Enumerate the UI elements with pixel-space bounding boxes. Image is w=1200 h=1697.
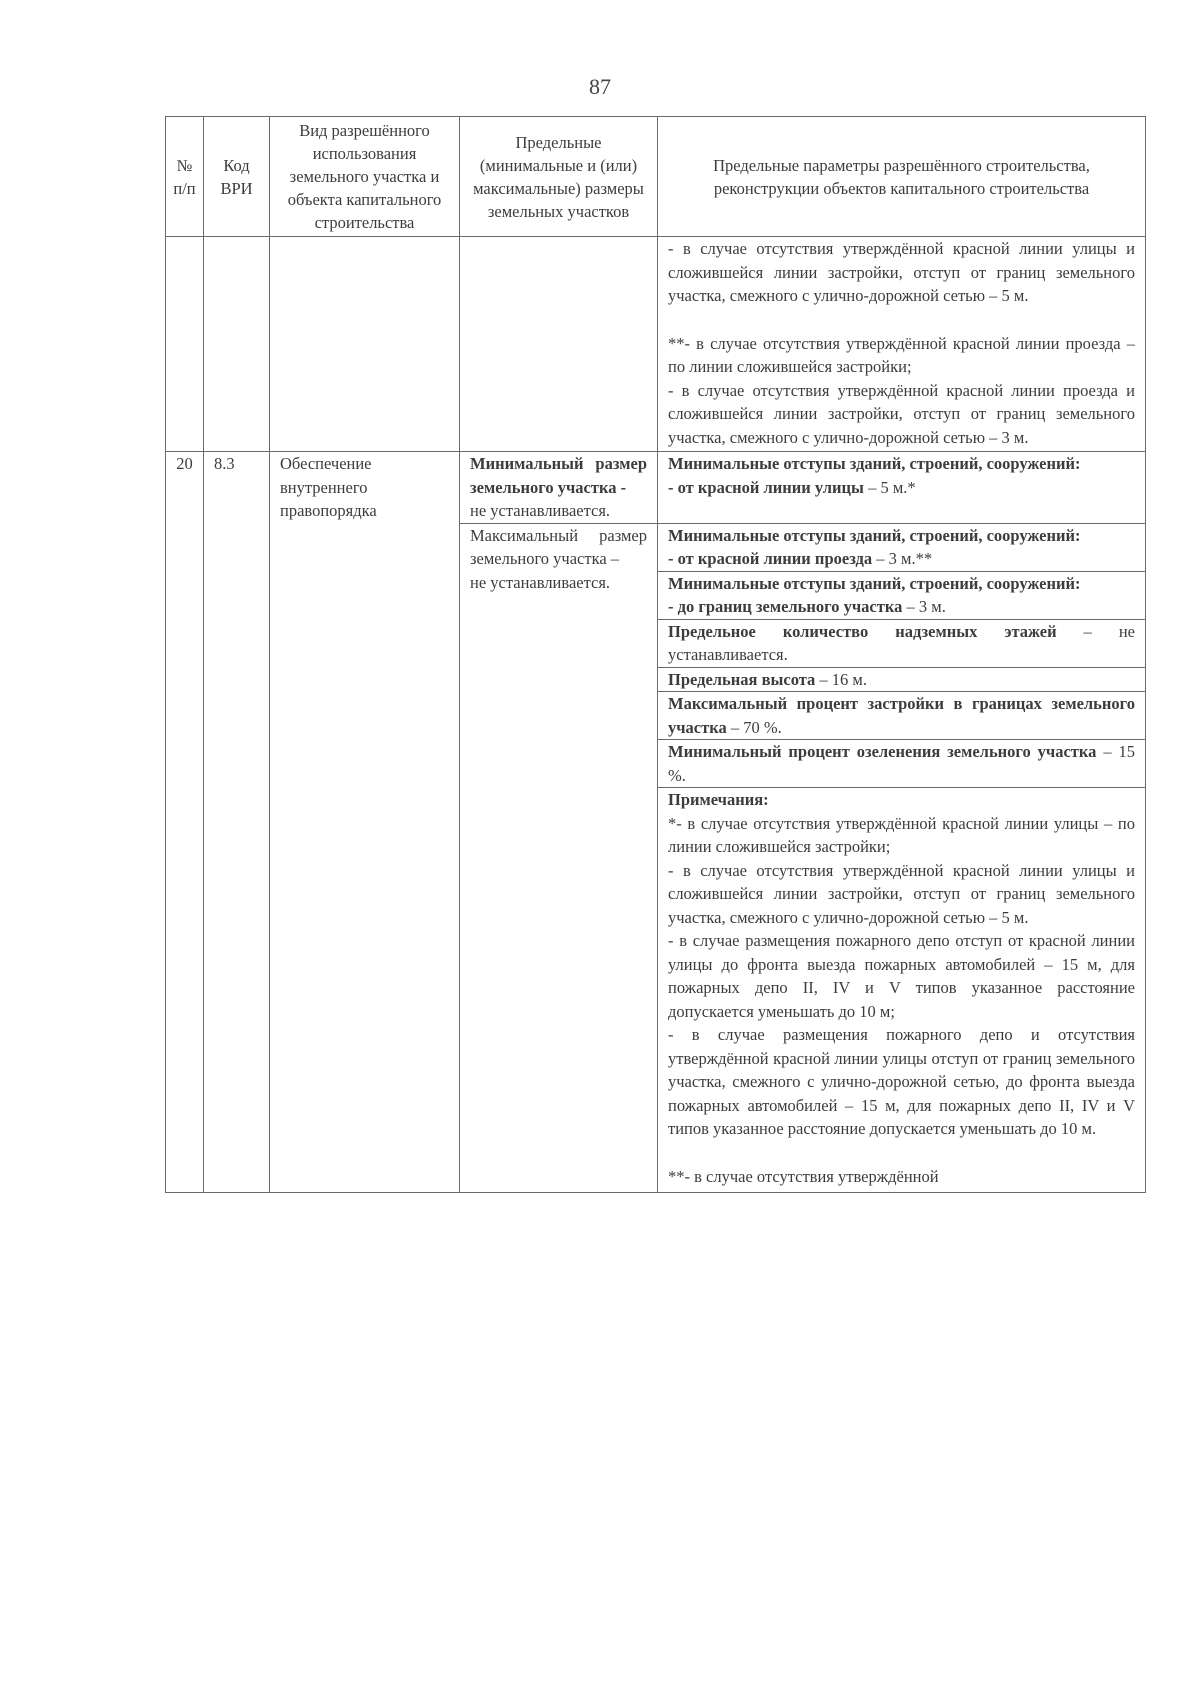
note-4: - в случае размещения пожарного депо и отсутствия утверждённой красной линии улицы отступ от границ земельного участка, смежного с улично-дорожной сетью, до фронта выезда пожарных автомобилей – 15 м, для пожарных депо II, IV и V типов указанное расстояние допускается уменьшать до 10 м. [668,1025,1135,1138]
max-size-cell [460,523,658,1193]
min-size-value: не устанавливается. [470,501,611,520]
param-floors: Предельное количество надземных этажей – не устанавливается. [658,619,1146,667]
page-number: 87 [589,74,611,99]
header-code: Код ВРИ [204,117,270,237]
table-row-continued [166,237,1146,452]
row-code: 8.3 [204,452,270,1193]
param-green: Минимальный процент озеленения земельного участка – 15 %. [658,740,1146,788]
row-kind: Обеспечение внутреннего правопорядка [270,452,460,1193]
header-kind: Вид разрешённого использования земельного участка и объекта капитального строительства [270,117,460,237]
continued-note-3: - в случае отсутствия утверждённой красной линии проезда и сложившейся линии застройки, отступ от границ земельного участка, смежного с улично-дорожной сетью – 3 м. [668,380,1135,447]
param-coverage: Максимальный процент застройки в границах земельного участка – 70 %. [658,692,1146,740]
min-size-label: Минимальный размер земельного участка - [470,454,647,497]
note-5: **- в случае отсутствия утверждённой [668,1166,939,1186]
param-red-line-drive: Минимальные отступы зданий, строений, сооружений: - от красной линии проезда – 3 м.** [658,523,1146,571]
table-header-row [166,117,1146,237]
table-row-20 [166,452,1146,524]
header-params: Предельные параметры разрешённого строительства, реконструкции объектов капитального строительства [658,117,1146,237]
note-3: - в случае размещения пожарного депо отступ от красной линии улицы до фронта выезда пожарных автомобилей – 15 м, для пожарных депо II, IV и V типов указанное расстояние допускается уменьшать до 10 м; [668,931,1135,1021]
header-size: Предельные (минимальные и (или) максимальные) размеры земельных участков [460,117,658,237]
max-size-value: не устанавливается. [470,572,611,592]
param-height: Предельная высота – 16 м. [658,667,1146,692]
row-number: 20 [166,452,204,1193]
continued-params-cell [658,237,1146,452]
note-1: *- в случае отсутствия утверждённой красной линии улицы – по линии сложившейся застройки; [668,813,1135,856]
param-boundary: Минимальные отступы зданий, строений, сооружений: - до границ земельного участка – 3 м. [658,571,1146,619]
regulations-table [165,116,1146,1193]
notes-cell [658,788,1146,1193]
note-2: - в случае отсутствия утверждённой красной линии улицы и сложившейся линии застройки, отступ от границ земельного участка, смежного с улично-дорожной сетью – 5 м. [668,860,1135,927]
param-red-line-street: Минимальные отступы зданий, строений, сооружений: - от красной линии улицы – 5 м.* [658,452,1146,524]
max-size-label: Максимальный размер земельного участка – [470,525,647,568]
header-no: № п/п [166,117,204,237]
notes-title: Примечания: [668,790,769,809]
continued-note-1: - в случае отсутствия утверждённой красной линии улицы и сложившейся линии застройки, отступ от границ земельного участка, смежного с улично-дорожной сетью – 5 м. [668,239,1135,305]
min-size-cell [460,452,658,524]
continued-note-2: **- в случае отсутствия утверждённой красной линии проезда – по линии сложившейся застройки; [668,333,1135,376]
